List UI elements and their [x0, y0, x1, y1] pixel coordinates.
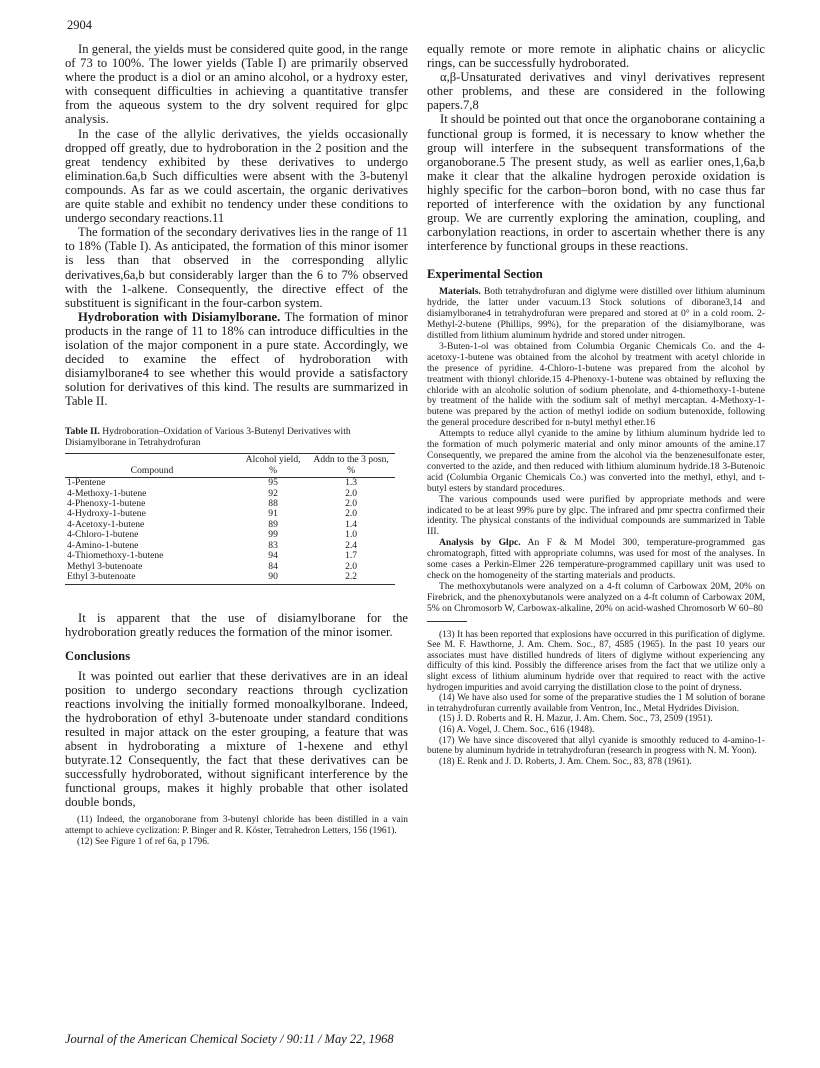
yield-cell: 89	[268, 518, 278, 530]
yield-cell: 95	[268, 477, 278, 489]
paragraph: It was pointed out earlier that these derivatives are in an ideal position to undergo secondary reactions through cyclization reactions involving the initially formed monoalkylborane. Indeed, the hydroboration of ethyl 3-butenoate under standard conditions resulted in major attack on the ester grouping, a feature that was absent in hydroborating a mixture of 1-hexene and ethyl butyrate.12 Consequently, the fact that these derivatives can be successfully hydroborated, without significant interference by the functional groups, makes it highly probable that other isolated double bonds,	[65, 668, 408, 810]
experimental-heading: Experimental Section	[427, 267, 543, 282]
table-label: Table II.	[65, 426, 100, 438]
compound-cell: Methyl 3-butenoate	[67, 560, 143, 572]
page-number: 2904	[67, 18, 92, 32]
left-column	[65, 42, 408, 847]
paragraph: In the case of the allylic derivatives, the yields occasionally dropped off greatly, due to hydroboration in the 2 position and the great tendency exhibited by these derivatives to undergo elimination.6a,b Such difficulties were absent with the 3-butenyl compounds. As far as we could ascertain, the organic derivatives are quite stable and exhibit no tendency under these conditions to undergo secondary reactions.11	[65, 126, 408, 226]
left-footnotes	[65, 815, 408, 847]
posn-cell: 2.2	[307, 572, 395, 585]
footnote: (13) It has been reported that explosions have occurred in this purification of diglyme. See M. F. Hawthorne, J. Am. Chem. Soc., 87, 4585 (1965). In the past 10 years our associates must have distilled hundreds of liters of diglyme without experiencing any difficulty of this kind. Possibly the difference arises from the fact that we utilize only a slight excess of lithium aluminum hydride over that required to react with the active hydrogen impurities and avoid carrying the distillation close to the point of dryness.	[427, 629, 765, 693]
paragraph: equally remote or more remote in aliphatic chains or alicyclic rings, can be successfully hydroborated.	[427, 42, 765, 71]
footnote: (17) We have since discovered that allyl cyanide is smoothly reduced to 4-amino-1-butene by aluminum hydride in tetrahydrofuran (research in progress with N. M. Yoon).	[427, 735, 765, 757]
yield-cell: 94	[268, 550, 278, 562]
right-footnotes	[427, 630, 765, 768]
column-header: Alcohol yield, %	[245, 454, 301, 476]
footnote: (11) Indeed, the organoborane from 3-butenyl chloride has been distilled in a vain attempt to achieve cyclization: P. Binger and R. Köster, Tetrahedron Letters, 156 (1961).	[65, 815, 408, 837]
left-body-text	[65, 42, 408, 408]
posn-cell: 2.0	[345, 508, 358, 520]
posn-cell: 2.4	[345, 539, 358, 551]
conclusions-heading: Conclusions	[65, 648, 131, 663]
posn-cell: 1.3	[345, 477, 358, 489]
left-body-text-2	[65, 611, 408, 809]
paragraph: Attempts to reduce allyl cyanide to the amine by lithium aluminum hydride led to the formation of much polymeric material and only minor amounts of the amine.17 Consequently, we prepared the amine from the alcohol via the benzenesulfonate ester, converted to the azide, and then reduced with lithium aluminum hydride.18 3-Butenoic acid (Columbia Organic Chemicals Co.) was converted into the methyl, ethyl, and t-butyl esters by standard procedures.	[427, 428, 765, 494]
footnote: (12) See Figure 1 of ref 6a, p 1796.	[77, 836, 210, 847]
footnote: (18) E. Renk and J. D. Roberts, J. Am. Chem. Soc., 83, 878 (1961).	[439, 756, 692, 767]
posn-cell: 2.0	[345, 487, 358, 499]
footnote: (16) A. Vogel, J. Chem. Soc., 616 (1948).	[439, 724, 595, 735]
paragraph: The formation of the secondary derivatives lies in the range of 11 to 18% (Table I). As anticipated, the formation of this minor isomer is less than that observed in the corresponding allylic derivatives,6a,b but considerably larger than the 6 to 7% observed with the 1-alkene. Consequently, the directive effect of the substituent is significant in the four-carbon system.	[65, 225, 408, 310]
posn-cell: 1.4	[345, 518, 358, 530]
paragraph: The methoxybutanols were analyzed on a 4-ft column of Carbowax 20M, 20% on Firebrick, and the phenoxybutanols were analyzed on a 4-ft column of Carbowax 20M, 5% on Chromosorb W, Carbowax-alkaline, 20% on acid-washed Chromosorb W 60–80	[427, 580, 765, 614]
footnote-rule	[427, 621, 467, 622]
run-in-heading: Hydroboration with Disiamylborane.	[78, 309, 281, 324]
yield-cell: 91	[268, 508, 278, 520]
results-table	[65, 453, 395, 585]
compound-cell: 4-Phenoxy-1-butene	[67, 498, 146, 510]
paragraph: It should be pointed out that once the organoborane containing a functional group is formed, it is necessary to know whether the group will interfere in the subsequent transformations of the organoborane.5 The present study, as well as earlier ones,1,6a,b make it clear that the alkaline hydrogen peroxide oxidation is highly specific for the carbon–boron bond, with no case thus far reported of interference with the oxidation by any functional group. We are currently exploring the amination, coupling, and carbonylation reactions, in order to ascertain whether there is any interference by functional groups in these reactions.	[427, 112, 765, 254]
paragraph: 3-Buten-1-ol was obtained from Columbia Organic Chemicals Co. and the 4-acetoxy-1-butene was obtained from the alcohol by treatment with acetyl chloride in the presence of pyridine. 4-Chloro-1-butene was prepared from the alcohol by treatment with thionyl chloride.15 4-Phenoxy-1-butene was obtained by refluxing the chloride with an alcoholic solution of sodium phenolate, and 4-thiomethoxy-1-butene by treatment of the halide with the sodium salt of methyl mercaptan. 4-Methoxy-1-butene was prepared by the action of methyl iodide on sodium butenoxide, following the general procedure described for n-butyl methyl ether.16	[427, 340, 765, 429]
table-header-row	[65, 454, 395, 478]
compound-cell: 4-Thiomethoxy-1-butene	[67, 550, 164, 562]
paragraph: α,β-Unsaturated derivatives and vinyl derivatives represent other problems, and these are considered in the following papers.7,8	[427, 70, 765, 113]
compound-cell: 4-Chloro-1-butene	[67, 529, 139, 541]
right-column	[427, 42, 765, 767]
compound-cell: 4-Hydroxy-1-butene	[67, 508, 146, 520]
table-row	[65, 572, 395, 585]
yield-cell: 84	[268, 560, 278, 572]
table-row	[65, 551, 395, 561]
paragraph: It is apparent that the use of disiamylborane for the hydroboration greatly reduces the formation of the minor isomer.	[65, 611, 408, 640]
posn-cell: 2.0	[345, 498, 358, 510]
compound-cell: 1-Pentene	[67, 477, 106, 489]
footnote: (14) We have also used for some of the preparative studies the 1 M solution of borane in tetrahydrofuran currently available from Ventron, Inc., Metal Hydrides Division.	[427, 693, 765, 714]
table-caption-text: Hydroboration–Oxidation of Various 3-Butenyl Derivatives with Disiamylborane in Tetrahydrofuran	[65, 426, 351, 449]
compound-cell: 4-Methoxy-1-butene	[67, 487, 147, 499]
posn-cell: 1.7	[345, 550, 358, 562]
run-in-heading: Materials.	[439, 286, 481, 298]
run-in-heading: Analysis by Glpc.	[439, 537, 521, 549]
paragraph: Analysis by Glpc. An F & M Model 300, temperature-programmed gas chromatograph, fitted with appropriate columns, was used for most of the analyses. In some cases a Perkin-Elmer 226 temperature-programmed capillary unit was used to check on the homogeneity of the starting materials and products.	[427, 537, 765, 581]
table-body	[65, 478, 395, 585]
yield-cell: 88	[268, 498, 278, 510]
yield-cell: 99	[268, 529, 278, 541]
paragraph: Materials. Both tetrahydrofuran and diglyme were distilled over lithium aluminum hydride, the latter under vacuum.13 Stock solutions of diborane3,14 and disiamylborane4 in tetrahydrofuran were prepared and stored at 0° in a cold room. 2-Methyl-2-butene (Phillips, 99%), for the preparation of the disiamylborane, was distilled from lithium aluminum hydride and stored under nitrogen.	[427, 286, 765, 342]
paragraph: Hydroboration with Disiamylborane. The formation of minor products in the range of 11 to 18% can introduce difficulties in the isolation of the major component in a pure state. Accordingly, we decided to examine the effect of hydroboration with disiamylborane4 to see whether this would provide a satisfactory solution for derivatives of this kind. The results are summarized in Table II.	[65, 309, 409, 409]
yield-cell: 90	[239, 572, 307, 585]
paragraph: In general, the yields must be considered quite good, in the range of 73 to 100%. The lower yields (Table I) are primarily observed where the product is a diol or an amino alcohol, or a hydroxy ester, with consequent difficulties in achieving a quantitative transfer from the aqueous system to the dry solvent required for glpc analysis.	[65, 42, 408, 127]
paragraph: The various compounds used were purified by appropriate methods and were indicated to be at least 99% pure by glpc. The infrared and pmr spectra confirmed their identity. The physical constants of the individual compounds are summarized in Table III.	[427, 493, 765, 538]
journal-footer: Journal of the American Chemical Society / 90:11 / May 22, 1968	[65, 1032, 394, 1046]
compound-cell: 4-Amino-1-butene	[67, 539, 139, 551]
table-caption	[65, 426, 408, 448]
column-header: Compound	[130, 464, 174, 476]
posn-cell: 2.0	[345, 560, 358, 572]
yield-cell: 92	[268, 487, 278, 499]
right-body-text	[427, 42, 765, 253]
experimental-text	[427, 287, 765, 614]
footnote: (15) J. D. Roberts and R. H. Mazur, J. Am. Chem. Soc., 73, 2509 (1951).	[439, 714, 713, 725]
compound-cell: Ethyl 3-butenoate	[65, 572, 239, 585]
yield-cell: 83	[268, 539, 278, 551]
compound-cell: 4-Acetoxy-1-butene	[67, 518, 145, 530]
posn-cell: 1.0	[345, 529, 358, 541]
column-header: Addn to the 3 posn, %	[313, 454, 389, 476]
